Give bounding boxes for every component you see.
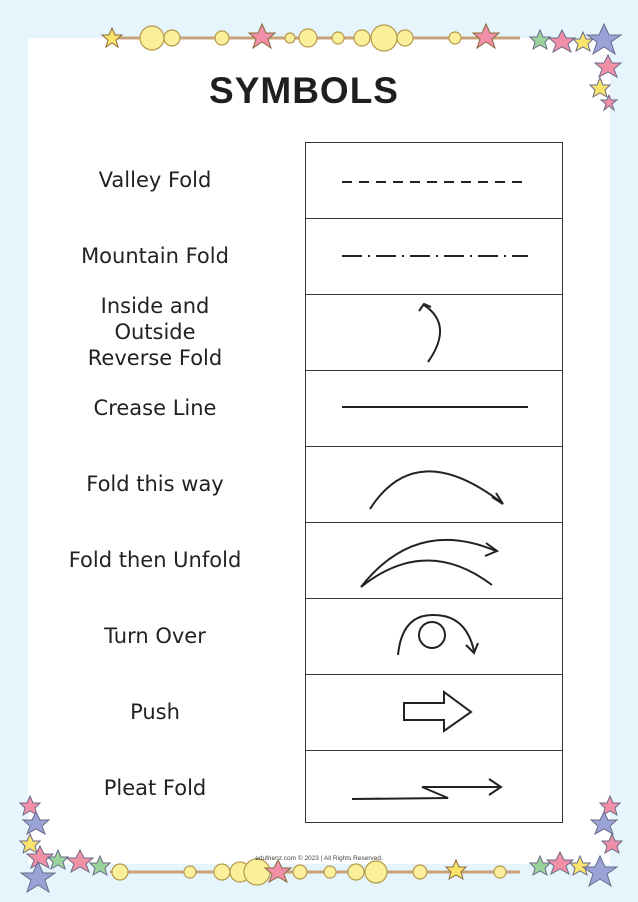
symbol-cell-mountain-fold [306, 219, 562, 295]
fold-unfold-arrow-icon [306, 523, 562, 598]
row-label-reverse-fold [60, 294, 250, 369]
symbol-cell-reverse-fold [306, 295, 562, 371]
row-label-pleat-fold [60, 750, 250, 825]
symbol-cell-fold-then-unfold [306, 523, 562, 599]
row-label-turn-over [60, 598, 250, 673]
symbol-cell-valley-fold [306, 143, 562, 219]
row-label-push [60, 674, 250, 749]
row-label-valley-fold [60, 142, 250, 217]
row-label-fold-this-way [60, 446, 250, 521]
push-arrow-icon [306, 675, 562, 750]
copyright-footer: edufrienz.com © 2023 | All Rights Reserved. [255, 855, 383, 862]
symbol-cell-push [306, 675, 562, 751]
reverse-fold-arrow-icon [306, 295, 562, 370]
label-text: Turn Over [104, 623, 206, 648]
label-text: Crease Line [93, 395, 217, 420]
row-label-mountain-fold [60, 218, 250, 293]
row-label-crease-line [60, 370, 250, 445]
label-text: Mountain Fold [81, 243, 229, 268]
label-text: Fold this way [86, 471, 224, 496]
symbol-cell-turn-over [306, 599, 562, 675]
dashed-line-icon [306, 143, 562, 218]
label-text: Fold then Unfold [68, 547, 242, 572]
row-label-fold-then-unfold [60, 522, 250, 597]
page-title: SYMBOLS [209, 70, 399, 111]
solid-line-icon [306, 371, 562, 446]
symbol-cell-crease-line [306, 371, 562, 447]
label-text: Push [130, 699, 180, 724]
symbols-table [305, 142, 563, 823]
dash-dot-line-icon [306, 219, 562, 294]
fold-arrow-icon [306, 447, 562, 522]
symbol-cell-pleat-fold [306, 751, 562, 826]
label-text: Pleat Fold [103, 775, 207, 800]
symbol-cell-fold-this-way [306, 447, 562, 523]
label-text: Inside and Outside Reverse Fold [87, 293, 223, 370]
turn-over-arrow-icon [306, 599, 562, 674]
pleat-fold-arrow-icon [306, 751, 562, 826]
label-text: Valley Fold [98, 167, 212, 192]
